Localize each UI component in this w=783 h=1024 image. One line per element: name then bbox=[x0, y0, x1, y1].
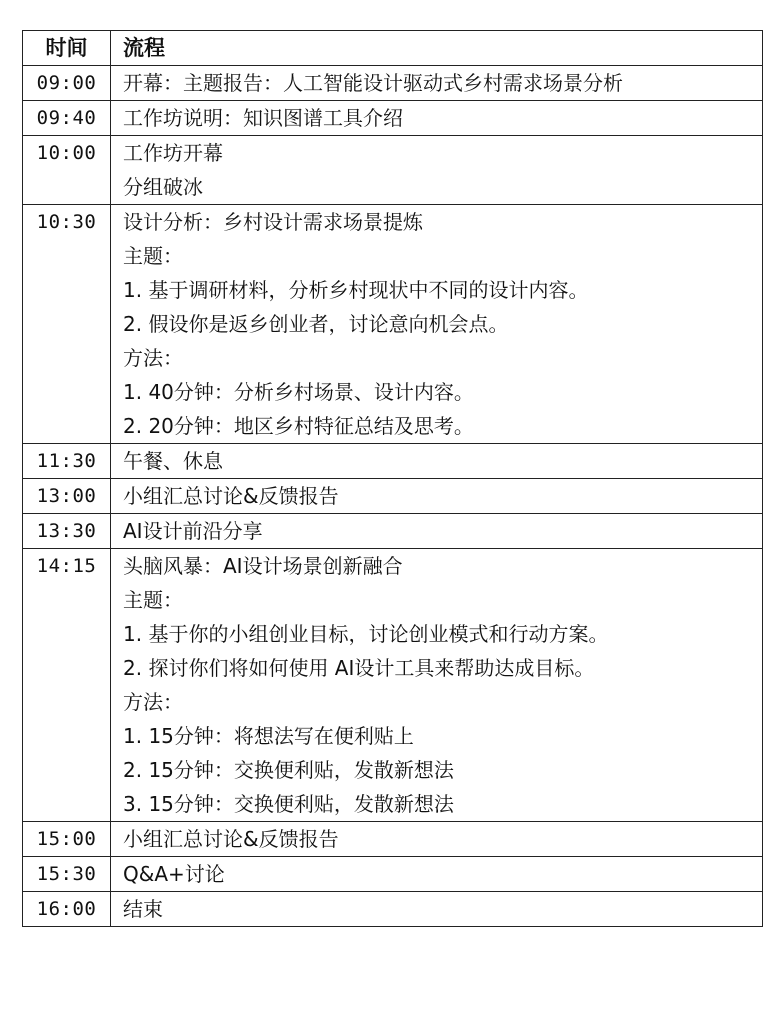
schedule-row bbox=[23, 549, 763, 822]
flow-cell bbox=[111, 857, 763, 892]
flow-line: 小组汇总讨论&反馈报告 bbox=[123, 484, 339, 508]
flow-line: Q&A+讨论 bbox=[123, 862, 225, 886]
flow-line: 1. 基于你的小组创业目标，讨论创业模式和行动方案。 bbox=[123, 622, 609, 646]
schedule-row bbox=[23, 857, 763, 892]
flow-cell bbox=[111, 549, 763, 822]
time-value: 14:15 bbox=[36, 555, 97, 577]
time-value: 13:00 bbox=[36, 485, 97, 507]
time-value: 15:30 bbox=[36, 863, 97, 885]
time-cell bbox=[23, 892, 111, 927]
flow-line: 分组破冰 bbox=[123, 175, 203, 199]
schedule-row bbox=[23, 822, 763, 857]
time-cell bbox=[23, 66, 111, 101]
time-cell bbox=[23, 857, 111, 892]
schedule-row bbox=[23, 66, 763, 101]
schedule-table bbox=[22, 30, 763, 927]
flow-line: 2. 15分钟：交换便利贴，发散新想法 bbox=[123, 758, 454, 782]
header-flow: 流程 bbox=[111, 31, 763, 66]
time-value: 15:00 bbox=[36, 828, 97, 850]
flow-line: 工作坊说明：知识图谱工具介绍 bbox=[123, 106, 403, 130]
schedule-row bbox=[23, 479, 763, 514]
time-value: 10:00 bbox=[36, 142, 97, 164]
flow-line: 方法： bbox=[123, 346, 183, 370]
flow-line: 2. 20分钟：地区乡村特征总结及思考。 bbox=[123, 414, 474, 438]
schedule-row bbox=[23, 444, 763, 479]
flow-cell bbox=[111, 136, 763, 205]
flow-line: 1. 40分钟：分析乡村场景、设计内容。 bbox=[123, 380, 474, 404]
flow-cell bbox=[111, 66, 763, 101]
flow-line: 开幕：主题报告：人工智能设计驱动式乡村需求场景分析 bbox=[123, 71, 623, 95]
schedule-row bbox=[23, 205, 763, 444]
time-cell bbox=[23, 514, 111, 549]
flow-line: 设计分析：乡村设计需求场景提炼 bbox=[123, 210, 423, 234]
flow-line: 头脑风暴：AI设计场景创新融合 bbox=[123, 554, 403, 578]
flow-cell bbox=[111, 892, 763, 927]
flow-line: AI设计前沿分享 bbox=[123, 519, 263, 543]
header-row bbox=[23, 31, 763, 66]
flow-cell bbox=[111, 444, 763, 479]
time-value: 16:00 bbox=[36, 898, 97, 920]
flow-line: 1. 基于调研材料，分析乡村现状中不同的设计内容。 bbox=[123, 278, 589, 302]
flow-cell bbox=[111, 822, 763, 857]
schedule-header bbox=[23, 31, 763, 66]
time-cell bbox=[23, 822, 111, 857]
flow-line: 主题： bbox=[123, 588, 183, 612]
time-value: 11:30 bbox=[36, 450, 97, 472]
flow-cell bbox=[111, 205, 763, 444]
schedule-row bbox=[23, 101, 763, 136]
time-value: 10:30 bbox=[36, 211, 97, 233]
schedule-row bbox=[23, 136, 763, 205]
flow-line: 3. 15分钟：交换便利贴，发散新想法 bbox=[123, 792, 454, 816]
header-time: 时间 bbox=[23, 31, 111, 66]
time-cell bbox=[23, 549, 111, 822]
flow-line: 工作坊开幕 bbox=[123, 141, 223, 165]
time-cell bbox=[23, 479, 111, 514]
flow-line: 午餐、休息 bbox=[123, 449, 223, 473]
time-cell bbox=[23, 444, 111, 479]
flow-cell bbox=[111, 514, 763, 549]
flow-line: 1. 15分钟：将想法写在便利贴上 bbox=[123, 724, 414, 748]
flow-line: 结束 bbox=[123, 897, 163, 921]
flow-cell bbox=[111, 479, 763, 514]
flow-line: 2. 假设你是返乡创业者，讨论意向机会点。 bbox=[123, 312, 509, 336]
time-value: 09:40 bbox=[36, 107, 97, 129]
flow-line: 方法： bbox=[123, 690, 183, 714]
time-cell bbox=[23, 136, 111, 205]
time-value: 09:00 bbox=[36, 72, 97, 94]
time-value: 13:30 bbox=[36, 520, 97, 542]
time-cell bbox=[23, 205, 111, 444]
schedule-row bbox=[23, 514, 763, 549]
schedule-row bbox=[23, 892, 763, 927]
flow-line: 2. 探讨你们将如何使用 AI设计工具来帮助达成目标。 bbox=[123, 656, 595, 680]
flow-cell bbox=[111, 101, 763, 136]
flow-line: 主题： bbox=[123, 244, 183, 268]
time-cell bbox=[23, 101, 111, 136]
flow-line: 小组汇总讨论&反馈报告 bbox=[123, 827, 339, 851]
schedule-body bbox=[23, 66, 763, 927]
